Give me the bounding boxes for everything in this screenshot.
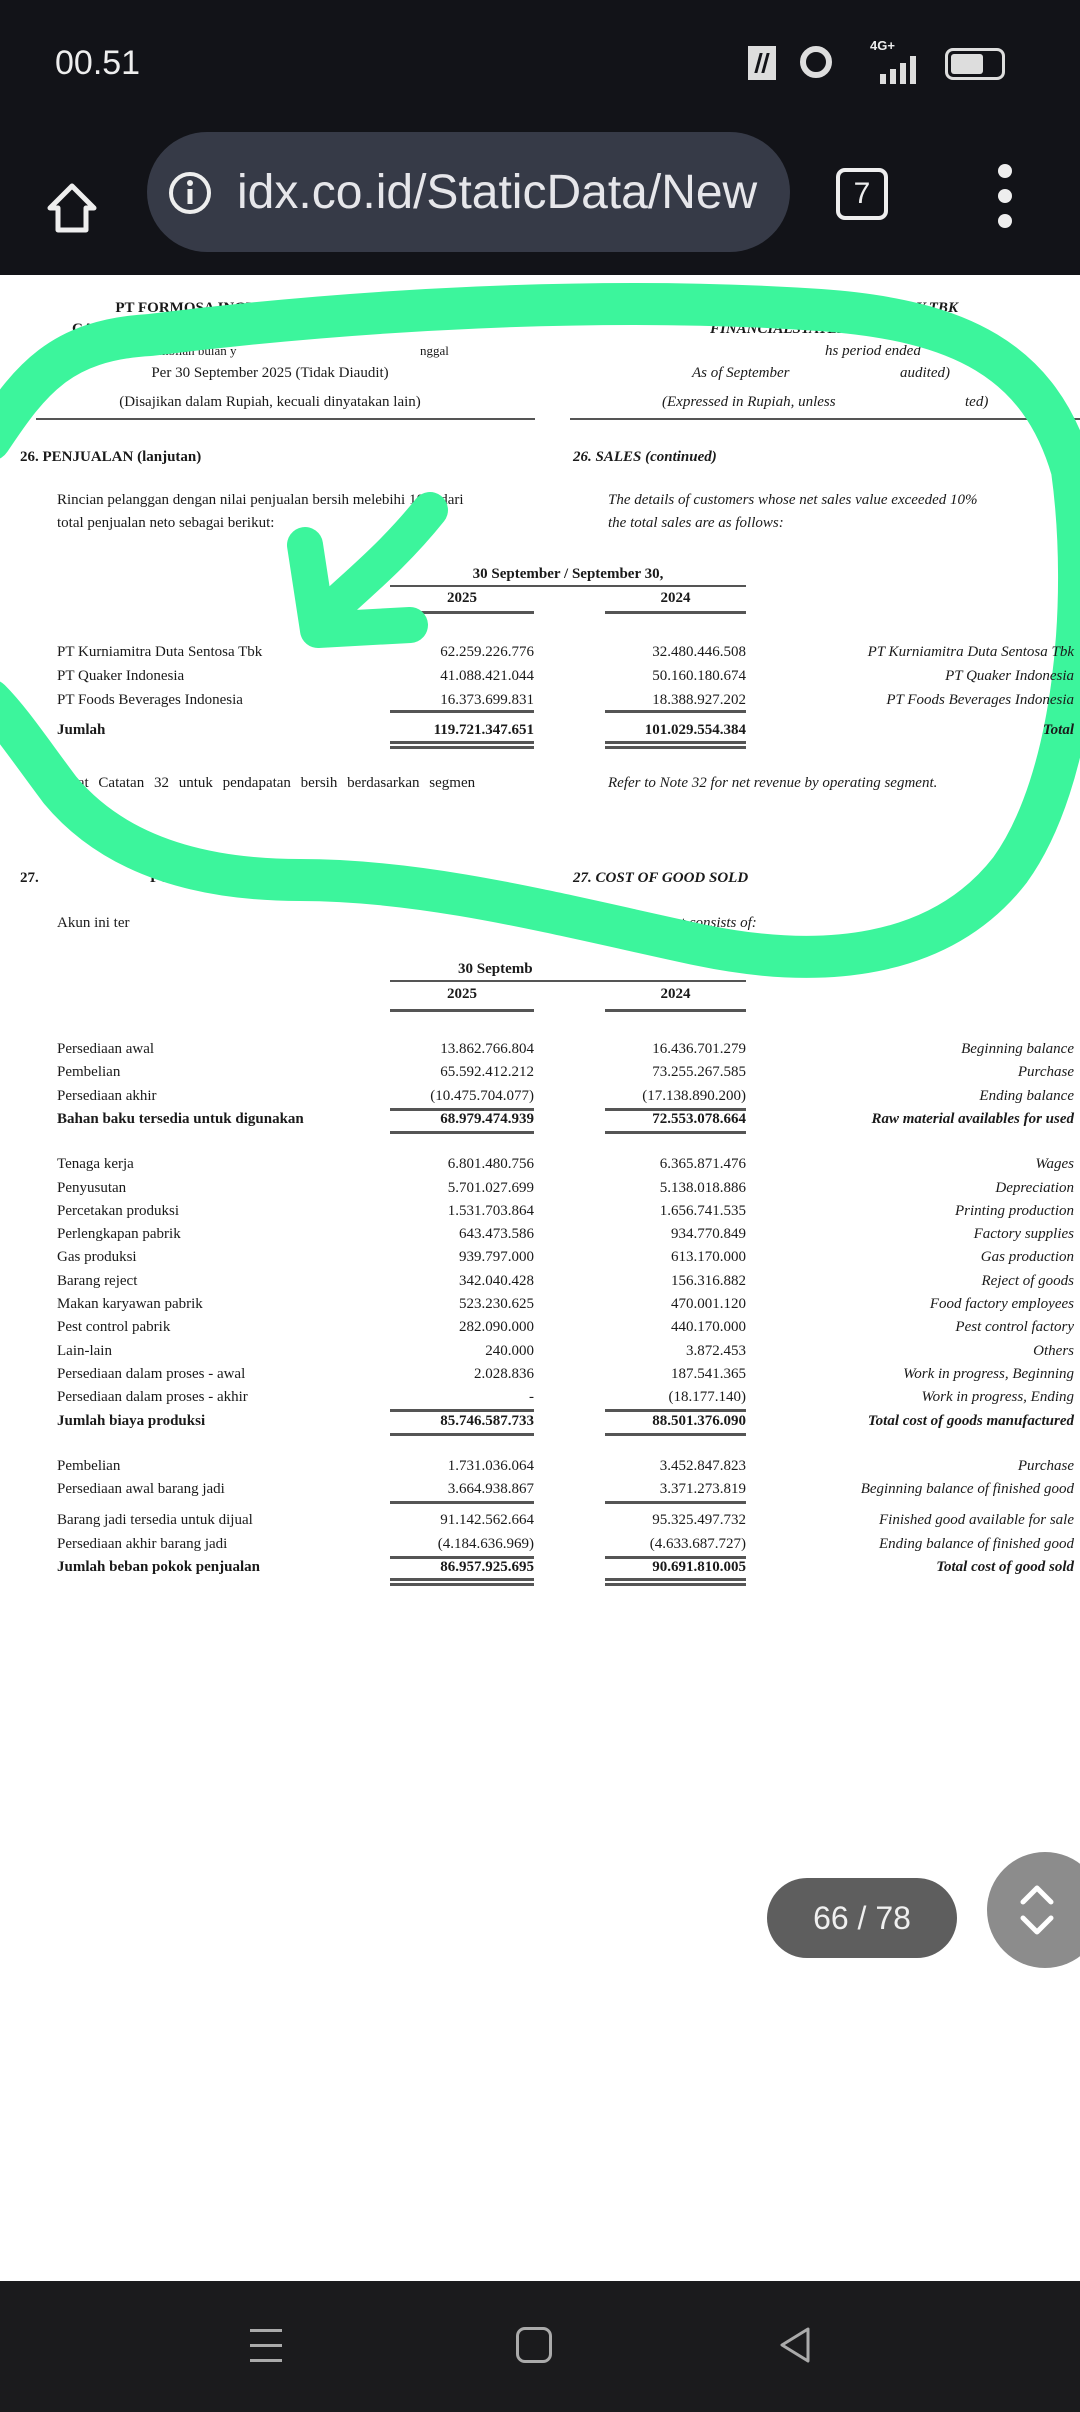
header-company-id: PT FORMOSA INGREDIENT FACTORY TBK	[115, 300, 425, 316]
row-label-id: Bahan baku tersedia untuk digunakan	[57, 1110, 304, 1127]
row-label-en: Depreciation	[995, 1179, 1074, 1196]
row-label-en: Purchase	[1017, 1457, 1074, 1474]
tab-switcher-button[interactable]: 7	[836, 168, 888, 220]
note-26-footnote-en: Refer to Note 32 for net revenue by operating segment.	[608, 775, 938, 791]
value-2024: 613.170.000	[671, 1249, 746, 1266]
divider	[390, 1583, 534, 1586]
header-period-en: hs period ended	[825, 343, 921, 359]
row-label-id: Jumlah	[57, 722, 106, 738]
period-header: 30 Septemb	[458, 961, 533, 977]
value-2025: (10.475.704.077)	[430, 1087, 534, 1104]
value-2024: 6.365.871.476	[659, 1156, 746, 1173]
table-row	[0, 1063, 1080, 1083]
note-26-intro-en: The details of customers whose net sales value exceeded 10%	[608, 492, 978, 508]
note-26-title-en: 26. SALES (continued)	[573, 449, 717, 465]
row-label-id: Pembelian	[57, 1064, 121, 1081]
table-row	[0, 643, 1080, 663]
period-header: 30 September / September 30,	[472, 566, 664, 582]
annotation-arrow	[305, 510, 430, 630]
note-27-intro-id: Akun ini ter	[57, 915, 130, 931]
header-company-en: PT FORMOSA INGREDIENT FACTORY TBK	[662, 300, 958, 316]
value-2024: 16.436.701.279	[652, 1041, 746, 1057]
row-label-en: PT Quaker Indonesia	[945, 668, 1074, 684]
table-row	[0, 721, 1080, 741]
note-27-number: 27.	[20, 870, 39, 886]
col-2025: 2025	[447, 590, 477, 606]
header-currency-en: ted)	[965, 394, 989, 410]
row-label-en: Beginning balance of finished good	[860, 1481, 1074, 1498]
row-label-id: Pembelian	[57, 1457, 121, 1474]
row-label-en: Purchase	[1017, 1064, 1074, 1081]
back-button[interactable]	[778, 2325, 812, 2365]
note-26-intro-en: the total sales are as follows:	[608, 515, 784, 531]
table-row	[0, 667, 1080, 687]
value-2025: 86.957.925.695	[440, 1559, 534, 1575]
value-2025: 3.664.938.867	[447, 1481, 534, 1498]
value-2025: 643.473.586	[459, 1226, 534, 1243]
row-label-id: Percetakan produksi	[57, 1202, 180, 1219]
header-date-en: As of September	[692, 365, 790, 381]
table-row	[0, 1480, 1080, 1500]
note-26-title-id: 26. PENJUALAN (lanjutan)	[20, 449, 202, 465]
row-label-id: Jumlah beban pokok penjualan	[57, 1559, 260, 1575]
divider	[605, 741, 746, 744]
url-text[interactable]: idx.co.id/StaticData/New	[237, 166, 758, 219]
row-label-en: Total cost of good sold	[936, 1559, 1074, 1575]
value-2025: 939.797.000	[459, 1249, 534, 1266]
value-2024: 90.691.810.005	[652, 1559, 746, 1575]
table-row	[0, 1295, 1080, 1315]
value-2024: 5.138.018.886	[659, 1179, 746, 1196]
value-2024: (18.177.140)	[668, 1389, 746, 1406]
divider	[605, 746, 746, 749]
table-row	[0, 1535, 1080, 1555]
note-26-intro-id: total penjualan neto sebagai berikut:	[57, 515, 275, 531]
table-row	[0, 1272, 1080, 1292]
table-row	[0, 1412, 1080, 1432]
row-label-id: Persediaan dalam proses - awal	[57, 1365, 246, 1382]
note-26-footnote-id: operasi.	[57, 798, 105, 814]
note-27-title-id: POKOK PENJUALAN	[150, 870, 301, 886]
pdf-page[interactable]	[0, 275, 1080, 2281]
value-2025: 68.979.474.939	[440, 1110, 534, 1127]
table-row	[0, 1179, 1080, 1199]
value-2025: 62.259.226.776	[440, 644, 534, 660]
row-label-id: Gas produksi	[57, 1249, 137, 1266]
row-label-en: Finished good available for sale	[879, 1512, 1074, 1529]
col-2024: 2024	[660, 590, 691, 606]
row-label-id: Barang reject	[57, 1272, 138, 1289]
value-2024: 1.656.741.535	[659, 1202, 746, 1219]
row-label-en: Work in progress, Ending	[921, 1389, 1074, 1406]
value-2024: 934.770.849	[671, 1226, 746, 1243]
value-2024: 95.325.497.732	[652, 1512, 746, 1529]
divider	[605, 1583, 746, 1586]
value-2025: 342.040.428	[459, 1272, 534, 1289]
value-2024: 3.872.453	[686, 1342, 746, 1359]
note-27-intro-en: This account consists of:	[608, 915, 757, 931]
value-2025: 65.592.412.212	[440, 1064, 534, 1081]
row-label-id: PT Foods Beverages Indonesia	[57, 692, 243, 708]
row-label-id: Persediaan awal barang jadi	[57, 1481, 225, 1498]
table-row	[0, 1511, 1080, 1531]
row-label-id: Persediaan awal	[57, 1041, 155, 1057]
row-label-en: Wages	[1035, 1156, 1074, 1173]
value-2025: 6.801.480.756	[447, 1156, 534, 1173]
divider	[605, 710, 746, 713]
value-2025: (4.184.636.969)	[437, 1535, 534, 1552]
recent-apps-button[interactable]	[250, 2329, 282, 2363]
header-currency-en: (Expressed in Rupiah, unless	[662, 394, 836, 410]
table-row	[0, 1248, 1080, 1268]
value-2024: 73.255.267.585	[652, 1064, 746, 1081]
table-row	[0, 1342, 1080, 1362]
row-label-en: Gas production	[980, 1249, 1074, 1266]
row-label-en: Work in progress, Beginning	[903, 1365, 1074, 1382]
divider	[390, 1501, 534, 1504]
row-label-id: Barang jadi tersedia untuk dijual	[57, 1512, 253, 1529]
table-row	[0, 1365, 1080, 1385]
row-label-en: Pest control factory	[955, 1319, 1074, 1336]
table-row	[0, 1202, 1080, 1222]
divider	[605, 1433, 746, 1436]
divider	[390, 741, 534, 744]
table-row	[0, 691, 1080, 711]
value-2024: 187.541.365	[671, 1365, 746, 1382]
col-2025: 2025	[447, 986, 477, 1002]
value-2024: 72.553.078.664	[652, 1110, 746, 1127]
value-2024: 470.001.120	[671, 1296, 746, 1312]
row-label-id: Persediaan akhir barang jadi	[57, 1535, 228, 1552]
header-title-id-part: NGAN	[340, 321, 385, 337]
value-2025: 119.721.347.651	[433, 722, 534, 738]
table-row	[0, 1388, 1080, 1408]
value-2024: 440.170.000	[671, 1319, 746, 1336]
divider	[390, 1433, 534, 1436]
value-2024: 3.452.847.823	[659, 1457, 746, 1474]
header-period-id: eriode sembilan bulan y	[112, 343, 237, 358]
value-2024: 156.316.882	[671, 1272, 746, 1289]
row-label-en: Printing production	[954, 1202, 1074, 1219]
divider	[605, 1501, 746, 1504]
row-label-en: Reject of goods	[981, 1272, 1074, 1289]
value-2024: 101.029.554.384	[644, 722, 746, 738]
row-label-en: Others	[1033, 1342, 1074, 1359]
row-label-id: PT Kurniamitra Duta Sentosa Tbk	[57, 644, 263, 660]
row-label-id: Makan karyawan pabrik	[57, 1296, 203, 1312]
table-row	[0, 1087, 1080, 1107]
row-label-id: Perlengkapan pabrik	[57, 1226, 181, 1243]
value-2024: 88.501.376.090	[652, 1412, 746, 1429]
value-2025: 85.746.587.733	[440, 1412, 534, 1429]
value-2024: 32.480.446.508	[652, 644, 746, 660]
value-2024: (4.633.687.727)	[649, 1535, 746, 1552]
divider	[605, 1131, 746, 1134]
value-2025: 240.000	[485, 1342, 534, 1359]
up-down-chevron-icon	[1017, 1880, 1057, 1940]
header-title-en: FINANCIALSTATEMENTS (continued)	[710, 321, 965, 337]
header-currency-id: (Disajikan dalam Rupiah, kecuali dinyatakan lain)	[119, 394, 421, 410]
row-label-en: Food factory employees	[929, 1296, 1074, 1312]
value-2024: 3.371.273.819	[659, 1481, 746, 1498]
row-label-en: Ending balance	[979, 1087, 1074, 1104]
header-date-id: Per 30 September 2025 (Tidak Diaudit)	[151, 365, 389, 381]
table-row	[0, 1225, 1080, 1245]
row-label-id: Persediaan akhir	[57, 1087, 157, 1104]
value-2025: 523.230.625	[459, 1296, 534, 1312]
row-label-en: PT Kurniamitra Duta Sentosa Tbk	[867, 644, 1074, 660]
divider	[390, 710, 534, 713]
row-label-id: Jumlah biaya produksi	[57, 1412, 206, 1429]
header-title-id-part: CATA	[72, 321, 113, 337]
row-label-en: Total cost of goods manufactured	[867, 1412, 1074, 1429]
value-2024: (17.138.890.200)	[642, 1087, 746, 1104]
value-2025: 91.142.562.664	[440, 1512, 534, 1529]
value-2024: 50.160.180.674	[652, 668, 746, 684]
row-label-en: Ending balance of finished good	[879, 1535, 1074, 1552]
row-label-id: Tenaga kerja	[57, 1156, 134, 1173]
note-26-footnote-id: Lihat Catatan 32 untuk pendapatan bersih berdasarkan segmen	[57, 775, 476, 791]
table-row	[0, 1110, 1080, 1130]
value-2025: 2.028.836	[474, 1365, 534, 1382]
table-row	[0, 1040, 1080, 1060]
table-row	[0, 1457, 1080, 1477]
row-label-en: Beginning balance	[961, 1041, 1074, 1057]
annotation-loop	[0, 304, 1079, 957]
row-label-id: Persediaan dalam proses - akhir	[57, 1389, 248, 1406]
value-2024: 18.388.927.202	[652, 692, 746, 708]
system-nav-bar	[0, 2281, 1080, 2412]
row-label-id: Pest control pabrik	[57, 1319, 171, 1336]
row-label-en: Total	[1042, 722, 1074, 738]
row-label-id: PT Quaker Indonesia	[57, 668, 185, 684]
value-2025: 282.090.000	[459, 1319, 534, 1336]
note-26-intro-id: Rincian pelanggan dengan nilai penjualan bersih melebihi 10% dari	[57, 492, 464, 508]
divider	[390, 1131, 534, 1134]
col-2024: 2024	[660, 986, 691, 1002]
value-2025: 1.531.703.864	[447, 1202, 534, 1219]
row-label-en: Factory supplies	[973, 1226, 1074, 1243]
header-date-en: audited)	[900, 365, 950, 381]
clock: 00.51	[55, 44, 141, 82]
value-2025: 41.088.421.044	[440, 668, 534, 684]
header-period-id: nggal	[420, 343, 449, 358]
divider	[390, 746, 534, 749]
value-2025: -	[529, 1389, 534, 1406]
value-2025: 13.862.766.804	[440, 1041, 534, 1057]
row-label-id: Lain-lain	[57, 1342, 112, 1359]
row-label-id: Penyusutan	[57, 1179, 127, 1196]
note-27-title-en: 27. COST OF GOOD SOLD	[573, 870, 749, 886]
network-type: 4G+	[870, 38, 895, 53]
table-row	[0, 1558, 1080, 1578]
divider	[390, 1578, 534, 1581]
table-row	[0, 1155, 1080, 1175]
row-label-en: PT Foods Beverages Indonesia	[886, 692, 1074, 708]
home-button[interactable]	[516, 2327, 552, 2363]
value-2025: 5.701.027.699	[447, 1179, 534, 1196]
value-2025: 1.731.036.064	[447, 1457, 534, 1474]
row-label-en: Raw material availables for used	[871, 1110, 1074, 1127]
value-2025: 16.373.699.831	[440, 692, 534, 708]
divider	[605, 1578, 746, 1581]
page-indicator: 66 / 78	[767, 1878, 957, 1958]
table-row	[0, 1318, 1080, 1338]
